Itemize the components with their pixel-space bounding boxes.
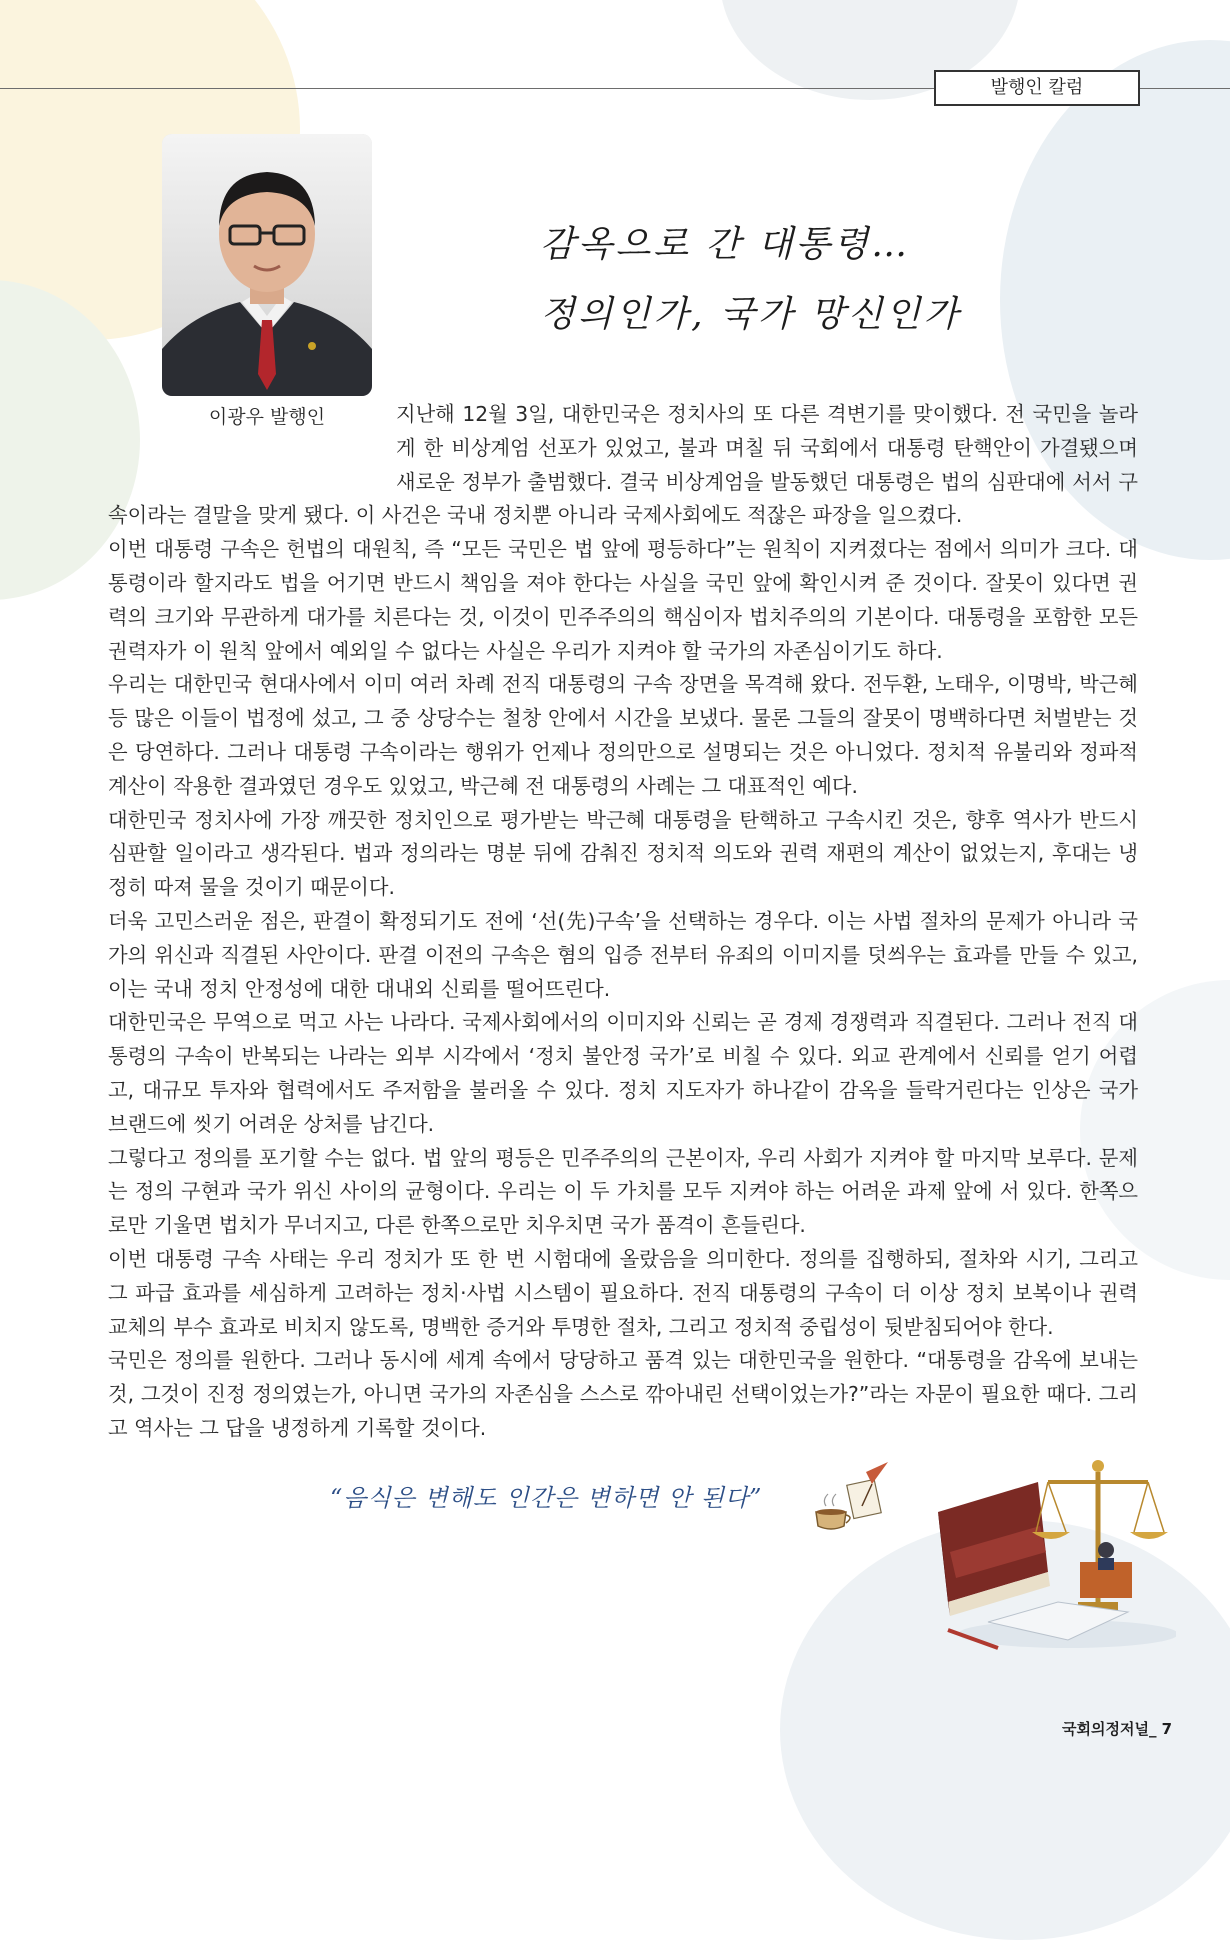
publisher-photo — [162, 134, 372, 396]
photo-wrap-spacer — [108, 398, 396, 499]
section-tag: 발행인 칼럼 — [934, 70, 1140, 106]
coffee-and-quill-icon — [806, 1462, 892, 1532]
article-title — [540, 210, 1100, 350]
paragraph: 우리는 대한민국 현대사에서 이미 여러 차례 전직 대통령의 구속 장면을 목격해 왔다. 전두환, 노태우, 이명박, 박근혜 등 많은 이들이 법정에 섰고, 그 중 상당수는 철창 안에서 시간을 보냈다. 물론 그들의 잘못이 명백하다면 처벌받는 것은 당연하다. 그러나 대통령 구속이라는 행위가 언제나 정의만으로 설명되는 것은 아니었다. 정치적 유불리와 정파적 계산이 작용한 결과였던 경우도 있었고, 박근혜 전 대통령의 사례는 그 대표적인 예다. — [108, 672, 1138, 798]
title-line-2: 정의인가, 국가 망신인가 — [540, 294, 962, 335]
paragraph: 이번 대통령 구속은 헌법의 대원칙, 즉 “모든 국민은 법 앞에 평등하다”는 원칙이 지켜졌다는 점에서 의미가 크다. 대통령이라 할지라도 법을 어기면 반드시 책임을 져야 한다는 사실을 국민 앞에 확인시켜 준 것이다. 잘못이 있다면 권력의 크기와 무관하게 대가를 치른다는 것, 이것이 민주주의의 핵심이자 법치주의의 기본이다. 대통령을 포함한 모든 권력자가 이 원칙 앞에서 예외일 수 없다는 사실은 우리가 지켜야 할 국가의 자존심이기도 하다. — [108, 537, 1138, 663]
photo-caption: 이광우 발행인 — [208, 406, 326, 428]
paragraph: 대한민국은 무역으로 먹고 사는 나라다. 국제사회에서의 이미지와 신뢰는 곧 경제 경쟁력과 직결된다. 그러나 전직 대통령의 구속이 반복되는 나라는 외부 시각에서 ‘정치 불안정 국가’로 비칠 수 있다. 외교 관계에서 신뢰를 얻기 어렵고, 대규모 투자와 협력에서도 주저함을 불러올 수 있다. 정치 지도자가 하나같이 감옥을 들락거린다는 인상은 국가 브랜드에 씻기 어려운 상처를 남긴다. — [108, 1010, 1138, 1136]
paragraph: 국민은 정의를 원한다. 그러나 동시에 세계 속에서 당당하고 품격 있는 대한민국을 원한다. “대통령을 감옥에 보내는 것, 그것이 진정 정의였는가, 아니면 국가의 자존심을 스스로 깎아내린 선택이었는가?”라는 자문이 필요한 때다. 그리고 역사는 그 답을 냉정하게 기록할 것이다. — [108, 1348, 1138, 1440]
page-footer: 국회의정저널_ 7 — [1062, 1720, 1173, 1738]
scales-of-justice-illustration — [928, 1452, 1176, 1652]
paragraph: 그렇다고 정의를 포기할 수는 없다. 법 앞의 평등은 민주주의의 근본이자, 우리 사회가 지켜야 할 마지막 보루다. 문제는 정의 구현과 국가 위신 사이의 균형이다. 우리는 이 두 가치를 모두 지켜야 하는 어려운 과제 앞에 서 있다. 한쪽으로만 기울면 법치가 무너지고, 다른 한쪽으로만 치우치면 국가 품격이 흔들린다. — [108, 1145, 1138, 1238]
paragraph: 더욱 고민스러운 점은, 판결이 확정되기도 전에 ‘선(先)구속’을 선택하는 경우다. 이는 사법 절차의 문제가 아니라 국가의 위신과 직결된 사안이다. 판결 이전의 구속은 혐의 입증 전부터 유죄의 이미지를 덧씌우는 효과를 만들 수 있고, 이는 국내 정치 안정성에 대한 대내외 신뢰를 떨어뜨린다. — [108, 908, 1138, 1001]
paragraph: 지난해 12월 3일, 대한민국은 정치사의 또 다른 격변기를 맞이했다. 전 국민을 놀라게 한 비상계엄 선포가 있었고, 불과 며칠 뒤 국회에서 대통령 탄핵안이 가결됐으며 새로운 정부가 출범했다. 결국 비상계엄을 발동했던 대통령은 법의 심판대에 서서 구속이라는 결말을 맞게 됐다. 이 사건은 국내 정치뿐 아니라 국제사회에도 적잖은 파장을 일으켰다. — [108, 402, 1138, 528]
closing-quote: “음식은 변해도 인간은 변하면 안 된다” — [330, 1484, 763, 1512]
paragraph: 대한민국 정치사에 가장 깨끗한 정치인으로 평가받는 박근혜 대통령을 탄핵하고 구속시킨 것은, 향후 역사가 반드시 심판할 일이라고 생각된다. 법과 정의라는 명분 뒤에 감춰진 정치적 의도와 권력 재편의 계산이 없었는지, 후대는 냉정히 따져 물을 것이기 때문이다. — [108, 807, 1138, 900]
paragraph: 이번 대통령 구속 사태는 우리 정치가 또 한 번 시험대에 올랐음을 의미한다. 정의를 집행하되, 절차와 시기, 그리고 그 파급 효과를 세심하게 고려하는 정치·사법 시스템이 필요하다. 전직 대통령의 구속이 더 이상 정치 보복이나 권력 교체의 부수 효과로 비치지 않도록, 명백한 증거와 투명한 절차, 그리고 정치적 중립성이 뒷받침되어야 한다. — [108, 1246, 1138, 1339]
article-body — [108, 398, 1138, 1446]
title-line-1: 감옥으로 간 대통령… — [540, 224, 911, 265]
